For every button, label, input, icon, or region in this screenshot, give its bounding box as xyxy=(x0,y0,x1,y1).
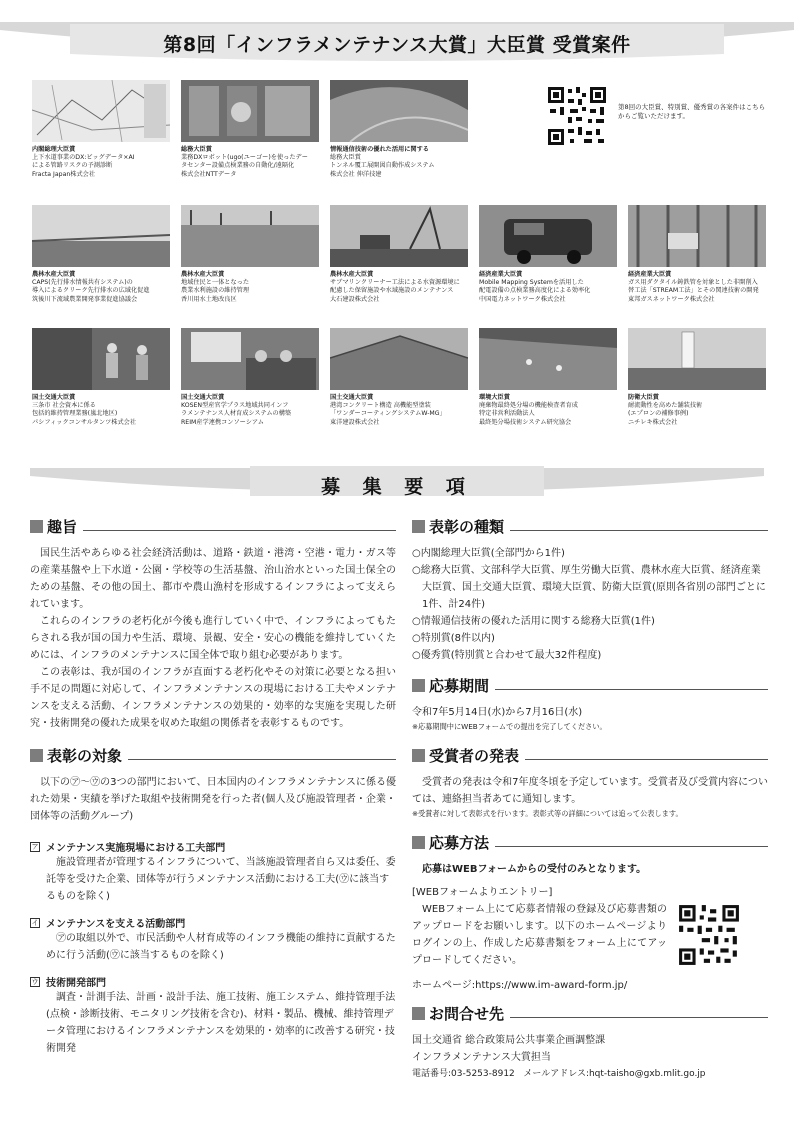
winner-card xyxy=(628,328,766,427)
winner-line: 三条市 社会資本に係る xyxy=(32,402,96,410)
winner-award: 国土交通大臣賞 xyxy=(330,394,374,401)
contact-phone: 電話番号:03-5253-8912 xyxy=(412,1069,515,1079)
division-header xyxy=(30,839,396,854)
winner-line: による管路リスクの予測診断 xyxy=(32,162,113,170)
winner-caption xyxy=(181,394,319,427)
winner-photo xyxy=(628,205,766,267)
division-mark: ウ xyxy=(31,977,39,986)
divider xyxy=(495,846,768,847)
winner-card xyxy=(181,205,319,304)
square-bullet-icon xyxy=(412,679,425,692)
winner-line: 廃棄物最終処分場の機能検査者育成 xyxy=(479,402,578,410)
winner-award: 国土交通大臣賞 xyxy=(32,394,76,401)
winner-caption xyxy=(330,394,468,427)
method-lead: 応募はWEBフォームからの受付のみとなります。 xyxy=(422,864,647,875)
divider xyxy=(525,759,768,760)
section-header-period xyxy=(412,674,768,696)
division-title: メンテナンス実施現場における工夫部門 xyxy=(46,843,226,854)
announce-text: 受賞者の発表は令和7年度冬頃を予定しています。受賞者及び受賞内容については、連絡担当者あてに通知します。 xyxy=(412,777,768,805)
winner-award: 経済産業大臣賞 xyxy=(479,271,523,278)
winner-line: 地域住民と一体となった xyxy=(181,279,250,287)
square-bullet-icon xyxy=(412,836,425,849)
division-text: 施設管理者が管理するインフラについて、当該施設管理者自ら又は委任、委託等を受けた企業、団体等が行うメンテナンス活動における工夫(㋒に該当するものを除く) xyxy=(46,857,396,902)
winner-line: ニチレキ株式会社 xyxy=(628,418,678,426)
winner-line: 中国電力ネットワーク株式会社 xyxy=(479,295,566,303)
recruit-title: 募 集 要 項 xyxy=(321,476,473,498)
announce-note: ※受賞者に対して表彰式を行います。表彰式等の詳細については追って公表します。 xyxy=(412,809,683,818)
winner-award: 経済産業大臣賞 xyxy=(628,271,672,278)
winner-line: ラメンテナンス人材育成システムの構築 xyxy=(181,410,292,418)
winner-line: KOSEN型産官学プラス地域共同インフ xyxy=(181,402,289,410)
section-title: お問合せ先 xyxy=(429,1004,505,1023)
square-bullet-icon xyxy=(412,1007,425,1020)
winner-line: 農業水利施設の維持管理 xyxy=(181,287,250,295)
winner-caption xyxy=(479,394,617,427)
winner-award: 国土交通大臣賞 xyxy=(181,394,225,401)
entry-qr-code-icon[interactable] xyxy=(677,903,741,967)
winner-award: 農林水産大臣賞 xyxy=(330,271,374,278)
winner-caption xyxy=(330,146,468,179)
winner-line: 東邦ガスネットワーク株式会社 xyxy=(628,295,715,303)
section-header-contact xyxy=(412,1002,768,1024)
section-header-method xyxy=(412,831,768,853)
divider xyxy=(83,530,396,531)
square-bullet-icon xyxy=(412,520,425,533)
winner-card xyxy=(32,205,170,304)
contact-mail[interactable]: メールアドレス:hqt-taisho@gxb.mlit.go.jp xyxy=(523,1069,706,1079)
divider xyxy=(128,759,396,760)
winner-award: 農林水産大臣賞 xyxy=(181,271,225,278)
winner-line: 株式会社 伸洋技建 xyxy=(330,170,382,178)
winner-line: サブマリンクリーナー工法による水資源環境に xyxy=(330,279,460,287)
header-banner xyxy=(0,0,794,62)
winner-photo xyxy=(32,80,170,142)
winner-caption xyxy=(330,271,468,304)
winner-card xyxy=(32,80,170,179)
homepage-link[interactable]: ホームページ:https://www.im-award-form.jp/ xyxy=(412,980,628,991)
award-type-item: ○内閣総理大臣賞(全部門から1件) xyxy=(412,548,565,559)
winner-line: 総務大臣賞 xyxy=(330,154,361,162)
web-form-text: WEBフォーム上にて応募者情報の登録及び応募書類のアップロードをお願いします。以下のホームページよりログインの上、作成した応募書類をフォーム上にてアップロードしてください。 xyxy=(412,904,667,966)
winner-caption xyxy=(32,394,170,427)
contact-dept: インフラメンテナンス大賞担当 xyxy=(412,1052,551,1063)
right-column xyxy=(412,515,768,1083)
web-form-title: [WEBフォームよりエントリー] xyxy=(412,887,553,898)
winner-card xyxy=(181,80,319,179)
winner-card xyxy=(330,80,468,179)
contact-org: 国土交通省 総合政策局公共事業企画調整課 xyxy=(412,1035,606,1046)
award-type-item: ○特別賞(8件以内) xyxy=(412,633,495,644)
winner-line: 最終処分場技術システム研究協会 xyxy=(479,418,572,426)
winner-line: 「ワンダーコーティングシステムW-MG」 xyxy=(330,410,446,418)
winner-caption xyxy=(181,271,319,304)
winner-line: 耐流動性を高めた舗装技術 xyxy=(628,402,703,410)
section-header-announce xyxy=(412,744,768,766)
winner-photo xyxy=(479,205,617,267)
winner-photo xyxy=(32,205,170,267)
divider xyxy=(495,689,768,690)
period-text: 令和7年5月14日(水)から7月16日(水) xyxy=(412,707,583,718)
winner-caption xyxy=(479,271,617,304)
division-text: ㋐の取組以外で、市民活動や人材育成等のインフラ機能の維持に貢献するために行う活動(㋒に該当するものを除く) xyxy=(46,933,396,961)
qr-code-icon[interactable] xyxy=(546,85,608,147)
winner-line: Fracta Japan株式会社 xyxy=(32,170,96,178)
winner-line: 配電設備の点検業務高度化による効率化 xyxy=(479,287,591,295)
winner-award: 農林水産大臣賞 xyxy=(32,271,76,278)
winner-card xyxy=(181,328,319,427)
contact-line xyxy=(412,1066,768,1083)
winner-card xyxy=(330,328,468,427)
winner-photo xyxy=(330,80,468,142)
winner-photo xyxy=(330,328,468,390)
recruit-banner xyxy=(30,462,764,502)
winner-caption xyxy=(628,394,766,427)
square-bullet-icon xyxy=(412,749,425,762)
section-header-purpose xyxy=(30,515,396,537)
winner-line: 替工法「STREAM工法」とその関連技術の開発 xyxy=(628,287,759,295)
division-header xyxy=(30,974,396,989)
winner-line: 包括的維持管理業務(嵐北地区) xyxy=(32,410,118,418)
winner-line: 大石建設株式会社 xyxy=(330,295,380,303)
square-bullet-icon xyxy=(30,749,43,762)
divider xyxy=(510,1017,768,1018)
section-title: 応募期間 xyxy=(429,676,490,695)
winner-card xyxy=(330,205,468,304)
winner-award: 内閣総理大臣賞 xyxy=(32,146,76,153)
winner-caption xyxy=(32,271,170,304)
section-title: 表彰の種類 xyxy=(429,517,505,536)
winner-line: (エプロンの補修事例) xyxy=(628,410,689,418)
winner-line: REIM産学連携コンソーシアム xyxy=(181,418,264,426)
winner-line: 香川用水土地改良区 xyxy=(181,295,237,303)
winner-line: 筑後川下流域農業開発事業促進協議会 xyxy=(32,295,138,303)
period-note: ※応募期間中にWEBフォームでの提出を完了してください。 xyxy=(412,722,607,731)
winner-card xyxy=(628,205,766,304)
award-type-item: ○優秀賞(特別賞と合わせて最大32件程度) xyxy=(412,650,602,661)
section-header-target xyxy=(30,744,396,766)
purpose-paragraph: この表彰は、我が国のインフラが直面する老朽化やその対策に必要となる担い手不足の問題に対応して、インフラメンテナンスの現場における工夫やメンテナンスを支える活動、インフラメンテナンスの効果的・効率的な実施を実現した研究・技術開発の優れた成果を収めた取組の関係者を表彰するものです。 xyxy=(30,667,396,729)
division-mark: ア xyxy=(31,842,39,851)
square-bullet-icon xyxy=(30,520,43,533)
winner-photo xyxy=(181,205,319,267)
divider xyxy=(510,530,768,531)
section-title: 趣旨 xyxy=(47,517,78,536)
target-intro: 以下の㋐〜㋒の3つの部門において、日本国内のインフラメンテナンスに係る優れた効果・実績を挙げた取組や技術開発を行った者(個人及び施設管理者・企業・団体等の活動グループ) xyxy=(30,777,396,822)
award-type-item: ○総務大臣賞、文部科学大臣賞、厚生労働大臣賞、農林水産大臣賞、経済産業大臣賞、国土交通大臣賞、環境大臣賞、防衛大臣賞(原則各省別の部門ごとに1件、計24件) xyxy=(412,565,766,610)
winner-award: 総務大臣賞 xyxy=(181,146,212,153)
winner-line: ガス用ダクタイル鋳鉄管を対象とした非開削入 xyxy=(628,279,758,287)
winner-line: Mobile Mapping Systemを活用した xyxy=(479,279,584,287)
winner-photo xyxy=(628,328,766,390)
division-text: 調査・計測手法、計画・設計手法、施工技術、施工システム、維持管理手法(点検・診断技術、モニタリング技術を含む)、材料・製品、機械、維持管理データ管理におけるインフラメンテナンスを効果的・効率的に改善する研究・技術開発 xyxy=(46,992,396,1054)
winner-line: パシフィックコンサルタンツ株式会社 xyxy=(32,418,137,426)
qr-note: 第8回の大臣賞、特別賞、優秀賞の各案件はこちらからご覧いただけます。 xyxy=(618,103,766,120)
winner-photo xyxy=(330,205,468,267)
division-header xyxy=(30,915,396,930)
winner-line: タセンター設備点検業務の自動化/遠隔化 xyxy=(181,162,295,170)
winner-line: 導入によるクリーク先行排水の広域化促進 xyxy=(32,287,150,295)
winner-line: 上下水道事業のDX:ビッグデータ×AI xyxy=(32,154,135,162)
winner-award: 防衛大臣賞 xyxy=(628,394,659,401)
division-title: 技術開発部門 xyxy=(46,978,106,989)
winner-card xyxy=(479,328,617,427)
winner-line: 特定非営利活動法人 xyxy=(479,410,535,418)
winner-line: 株式会社NTTデータ xyxy=(181,170,237,178)
winner-photo xyxy=(479,328,617,390)
winner-line: CAPS(先行排水情報共有システム)の xyxy=(32,279,133,287)
winner-caption xyxy=(32,146,170,179)
division-mark: イ xyxy=(31,918,39,927)
winner-card xyxy=(479,205,617,304)
winner-line: トンネル覆工展開図自動作成システム xyxy=(330,162,435,170)
winner-line: 配慮した保留施設や水域施設のメンテナンス xyxy=(330,287,454,295)
section-title: 応募方法 xyxy=(429,833,490,852)
winner-line: 港湾コンクリート構造 高機能型塗装 xyxy=(330,402,431,410)
left-column xyxy=(30,515,396,1057)
winner-photo xyxy=(181,328,319,390)
winner-photo xyxy=(32,328,170,390)
winner-line: 東洋建設株式会社 xyxy=(330,418,380,426)
section-title: 受賞者の発表 xyxy=(429,746,520,765)
page-title: 第8回「インフラメンテナンス大賞」大臣賞 受賞案件 xyxy=(163,34,631,56)
award-type-item: ○情報通信技術の優れた活用に関する総務大臣賞(1件) xyxy=(412,616,655,627)
winner-caption xyxy=(181,146,319,179)
winner-line: 業務DXロボット(ugo(ユーゴー)を使ったデー xyxy=(181,154,308,162)
section-header-types xyxy=(412,515,768,537)
winner-award: 環境大臣賞 xyxy=(479,394,510,401)
purpose-paragraph: 国民生活やあらゆる社会経済活動は、道路・鉄道・港湾・空港・電力・ガス等の産業基盤や上下水道・公園・学校等の生活基盤、治山治水といった国土保全のための基盤、その他の国土、都市や農山漁村を形成するインフラによって支えられています。 xyxy=(30,548,396,610)
purpose-paragraph: これらのインフラの老朽化が今後も進行していく中で、インフラによってもたらされる我が国の国力や生活、環境、景観、安全・安心の機能を維持していくためには、インフラのメンテナンスに国全体で取り組む必要があります。 xyxy=(30,616,396,661)
winner-award: 情報通信技術の優れた活用に関する xyxy=(330,146,429,153)
winner-caption xyxy=(628,271,766,304)
winner-photo xyxy=(181,80,319,142)
section-title: 表彰の対象 xyxy=(47,746,123,765)
winner-card xyxy=(32,328,170,427)
division-title: メンテナンスを支える活動部門 xyxy=(46,919,186,930)
